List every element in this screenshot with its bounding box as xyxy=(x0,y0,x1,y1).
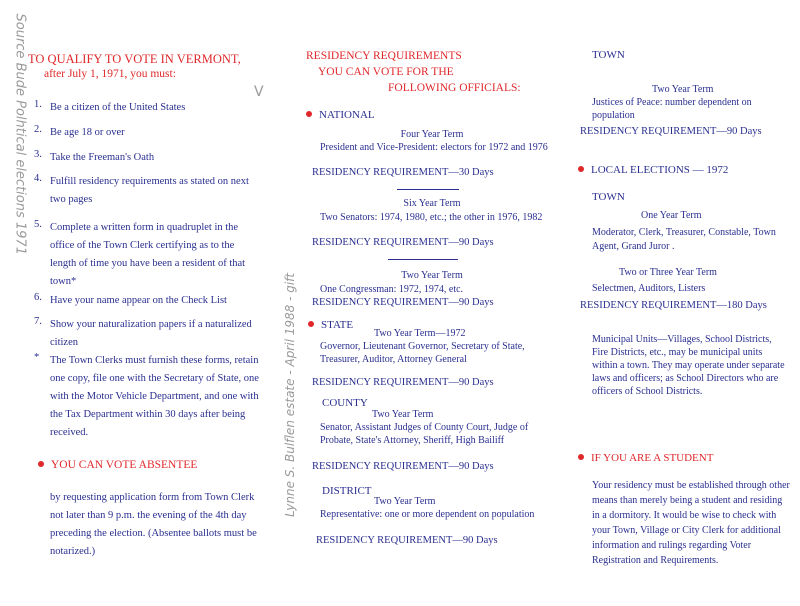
district-rr: RESIDENCY REQUIREMENT—90 Days xyxy=(316,535,498,546)
national-term-3: Two Year Term xyxy=(401,270,463,281)
national-desc-1: President and Vice-President: electors for 1972 and 1976 xyxy=(320,142,548,153)
qualify-item: 1. Be a citizen of the United States xyxy=(34,99,186,113)
town-heading: TOWN xyxy=(592,49,625,61)
local-desc-1: Moderator, Clerk, Treasurer, Constable, Town Agent, Grand Juror . xyxy=(592,227,776,252)
divider xyxy=(388,259,458,260)
state-rr: RESIDENCY REQUIREMENT—90 Days xyxy=(312,377,494,388)
national-heading: NATIONAL xyxy=(306,109,375,121)
divider xyxy=(397,189,459,190)
qualify-item: 5. Complete a written form in quadruplet in the office of the Town Clerk certifying as to the length of time you have been a resident of that town* xyxy=(34,219,246,287)
national-term-2: Six Year Term xyxy=(403,198,461,209)
town-rr: RESIDENCY REQUIREMENT—90 Days xyxy=(580,126,762,137)
county-term: Two Year Term xyxy=(372,409,434,420)
pencil-note-middle: Lynne S. Bulflen estate - April 1988 - gift xyxy=(283,272,297,517)
national-term-1: Four Year Term xyxy=(400,129,464,140)
qualify-item: 3. Take the Freeman's Oath xyxy=(34,149,155,163)
local-desc-2: Selectmen, Auditors, Listers xyxy=(592,283,706,294)
residency-title-line2: YOU CAN VOTE FOR THE xyxy=(318,66,454,78)
student-heading: IF YOU ARE A STUDENT xyxy=(578,452,713,464)
state-desc: Governor, Lieutenant Governor, Secretary of State, Treasurer, Auditor, Attorney General xyxy=(320,341,525,365)
pencil-check-mark: V xyxy=(254,84,264,100)
district-desc: Representative: one or more dependent on population xyxy=(320,509,535,520)
national-rr-1: RESIDENCY REQUIREMENT—30 Days xyxy=(312,167,494,178)
qualify-item: 4. Fulfill residency requirements as stated on next two pages xyxy=(34,173,249,205)
municipal-units-text: Municipal Units—Villages, School Districts, Fire Districts, etc., may be municipal units within a town. They may operate under separate laws and officers; as School Directors who are officers of School Districts. xyxy=(592,334,785,397)
state-heading: STATE xyxy=(308,319,353,331)
county-heading: COUNTY xyxy=(322,397,368,409)
local-term-2: Two or Three Year Term xyxy=(619,267,717,278)
national-desc-2: Two Senators: 1974, 1980, etc.; the other in 1976, 1982 xyxy=(320,212,543,223)
national-rr-3: RESIDENCY REQUIREMENT—90 Days xyxy=(312,297,494,308)
residency-title-line3: FOLLOWING OFFICIALS: xyxy=(388,82,521,94)
local-term-1: One Year Term xyxy=(641,210,702,221)
district-term: Two Year Term xyxy=(374,496,436,507)
qualify-item: 6. Have your name appear on the Check List xyxy=(34,292,227,306)
town-desc: Justices of Peace: number dependent on population xyxy=(592,97,752,121)
qualify-title: TO QUALIFY TO VOTE IN VERMONT, xyxy=(28,52,241,66)
town-term: Two Year Term xyxy=(652,84,714,95)
county-rr: RESIDENCY REQUIREMENT—90 Days xyxy=(312,461,494,472)
absentee-heading: YOU CAN VOTE ABSENTEE xyxy=(38,459,197,471)
national-desc-3: One Congressman: 1972, 1974, etc. xyxy=(320,284,464,295)
qualify-item: 7. Show your naturalization papers if a naturalized citizen xyxy=(34,316,252,348)
state-term: Two Year Term—1972 xyxy=(374,328,466,339)
absentee-text: by requesting application form from Town Clerk not later than 9 p.m. the evening of the 4th day preceding the election. (Absentee ballots must be notarized.) xyxy=(50,492,257,557)
qualify-item: 2. Be age 18 or over xyxy=(34,124,125,138)
district-heading: DISTRICT xyxy=(322,485,372,497)
residency-title-line1: RESIDENCY REQUIREMENTS xyxy=(306,50,462,62)
student-text: Your residency must be established through other means than merely being a student and residing in a dormitory. It would be wise to check with your Town, Village or City Clerk for additional information and rulings regarding Voter Registration and Requirements. xyxy=(592,480,790,566)
local-rr: RESIDENCY REQUIREMENT—180 Days xyxy=(580,300,767,311)
county-desc: Senator, Assistant Judges of County Court, Judge of Probate, State's Attorney, Sheriff, High Bailiff xyxy=(320,422,529,446)
local-elections-heading: LOCAL ELECTIONS — 1972 xyxy=(578,164,728,176)
qualify-subtitle: after July 1, 1971, you must: xyxy=(44,68,176,80)
qualify-footnote: * The Town Clerks must furnish these forms, retain one copy, file one with the Secretary of State, one with the Motor Vehicle Department, and one with the Tax Department within 30 days after being received. xyxy=(34,352,259,438)
pencil-note-vertical: Source Bude Polhtical elections 1971 xyxy=(12,13,28,255)
local-town-heading: TOWN xyxy=(592,191,625,203)
national-rr-2: RESIDENCY REQUIREMENT—90 Days xyxy=(312,237,494,248)
